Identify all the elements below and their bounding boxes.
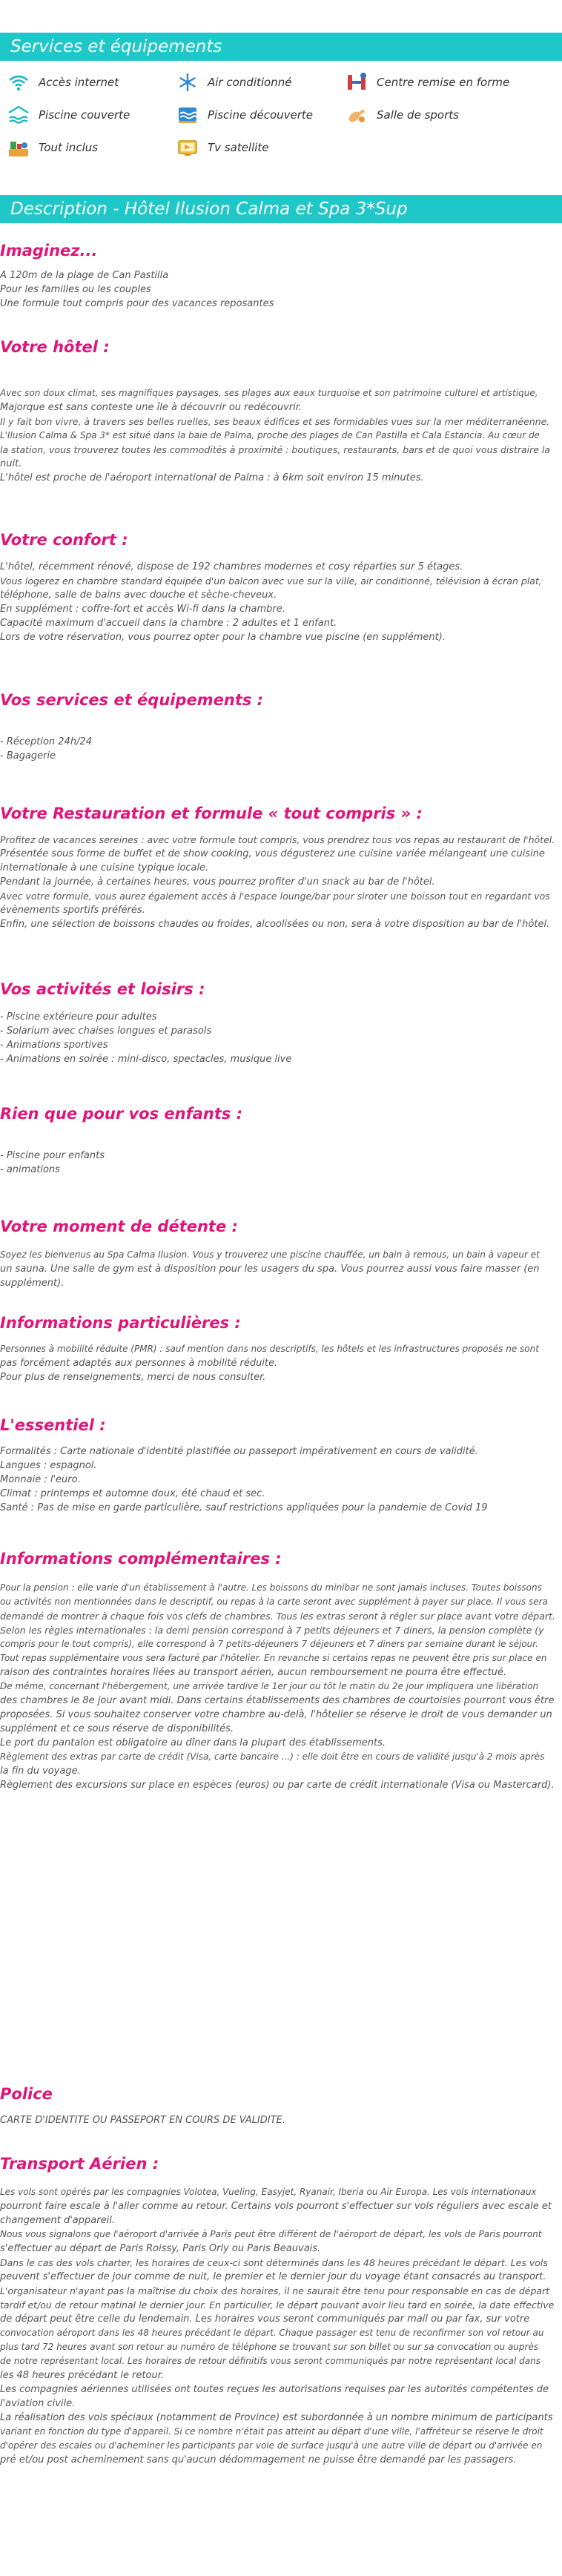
description-banner [0, 195, 562, 223]
section-body-activites [0, 1010, 556, 1066]
facility-all-inclusive [6, 135, 98, 160]
facility-label: Piscine couverte [39, 108, 130, 122]
text-line: Capacité maximum d'accueil dans la chambre : 2 adultes et 1 enfant. [0, 618, 337, 629]
section-heading-services: Vos services et équipements : [0, 691, 264, 709]
section-heading-hotel: Votre hôtel : [0, 338, 110, 356]
text-line: Selon les règles internationales : la demi pension correspond à 7 petits déjeuners et 7 diners, la pension complète (y [0, 1625, 544, 1636]
section-heading-essentiel: L'essentiel : [0, 1416, 106, 1434]
list-item: - Réception 24h/24 [0, 736, 92, 747]
tv-icon [175, 136, 200, 159]
text-line: Les vols sont opérés par les compagnies Volotea, Vueling, Easyjet, Ryanair, Iberia ou Air Europa. Les vols internationaux [0, 2187, 537, 2197]
text-line: Règlement des extras par carte de crédit (Visa, carte bancaire ...) : elle doit être en cours de validité jusqu'à 2 mois après [0, 1751, 545, 1762]
text-line: convocation aéroport dans les 48 heures précédant le départ. Chaque passager est tenu de reconfirmer son vol retour au [0, 2328, 544, 2338]
section-body-restauration [0, 833, 556, 931]
text-line: nuit. [0, 458, 22, 469]
text-line: la fin du voyage. [0, 1766, 81, 1777]
list-item: - Animations sportives [0, 1040, 108, 1051]
section-body-police [0, 2113, 556, 2127]
facility-label: Air conditionné [208, 76, 292, 89]
text-line: l'aviation civile. [0, 2398, 76, 2409]
facility-label: Centre remise en forme [377, 76, 510, 89]
text-line: supplément). [0, 1278, 65, 1289]
section-heading-detente: Votre moment de détente : [0, 1218, 238, 1235]
gym-icon [344, 104, 369, 126]
list-item: - Piscine extérieure pour adultes [0, 1011, 157, 1023]
facility-label: Tv satellite [208, 141, 269, 154]
section-body-transport-aerien [0, 2185, 556, 2467]
text-line: Monnaie : l'euro. [0, 1474, 81, 1485]
text-line: Une formule tout compris pour des vacances reposantes [0, 298, 274, 309]
section-body-hotel [0, 386, 556, 485]
indoor-pool-icon [6, 104, 31, 126]
text-line: L'organisateur n'ayant pas la maîtrise du choix des horaires, il ne saurait être tenu pour responsable en cas de départ [0, 2285, 550, 2296]
text-line: téléphone, salle de bains avec douche et sèche-cheveux. [0, 589, 277, 601]
facility-label: Accès internet [39, 76, 119, 89]
section-heading-activites: Vos activités et loisirs : [0, 980, 205, 998]
section-body-enfants [0, 1149, 556, 1177]
section-body-detente [0, 1248, 556, 1290]
facility-internet [6, 70, 119, 95]
facility-fitness-center [344, 70, 509, 95]
text-line: Tout repas supplémentaire vous sera facturé par l'hôtelier. En revanche si certains repas ne peuvent être pris sur place en [0, 1653, 547, 1663]
text-line: variant en fonction du type d'appareil. Si ce nombre n'était pas atteint au départ d'une ville, l'affréteur se réserve le droit [0, 2426, 543, 2437]
text-line: les 48 heures précédant le retour. [0, 2370, 164, 2381]
text-line: L'Ilusion Calma & Spa 3* est situé dans la baie de Palma, proche des plages de Can Pastilla et Cala Estancia. Au cœur de [0, 430, 540, 440]
text-line: L'hôtel, récemment rénové, dispose de 192 chambres modernes et cosy réparties sur 5 étages. [0, 561, 463, 572]
text-line: L'hôtel est proche de l'aéroport international de Palma : à 6km soit environ 15 minutes. [0, 472, 424, 483]
text-line: de départ peut être celle du lendemain. Les horaires vous seront communiqués par mail ou par fax, sur votre [0, 2314, 530, 2325]
text-line: la station, vous trouverez toutes les commodités à proximité : boutiques, restaurants, bars et de quoi vous distraire la [0, 444, 551, 455]
text-line: Pour plus de renseignements, merci de nous consulter. [0, 1372, 266, 1383]
fitness-icon [344, 71, 369, 93]
section-heading-informations-particulieres: Informations particulières : [0, 1314, 241, 1332]
section-heading-enfants: Rien que pour vos enfants : [0, 1105, 243, 1123]
text-line: Avec son doux climat, ses magnifiques paysages, ses plages aux eaux turquoise et son patrimoine culturel et artistique, [0, 388, 538, 398]
text-line: Soyez les bienvenus au Spa Calma Ilusion. Vous y trouverez une piscine chauffée, un bain à remous, un bain à vapeur et [0, 1249, 540, 1260]
text-line: Climat : printemps et automne doux, été chaud et sec. [0, 1488, 265, 1499]
text-line: Nous vous signalons que l'aéroport d'arrivée à Paris peut être différent de l'aéroport de départ, les vols de Paris pourront [0, 2229, 542, 2239]
text-line: plus tard 72 heures avant son retour au numéro de téléphone se trouvant sur son billet ou sur sa convocation ou auprès [0, 2342, 539, 2352]
text-line: d'opérer des escales ou d'acheminer les participants par voie de surface jusqu'à une autre ville de départ ou d'arrivée en [0, 2440, 543, 2451]
facility-label: Salle de sports [377, 108, 459, 122]
section-heading-transport-aerien: Transport Aérien : [0, 2155, 159, 2173]
section-heading-confort: Votre confort : [0, 531, 128, 549]
text-line: Les compagnies aériennes utilisées ont toutes reçues les autorisations requises par les autorités compétentes de [0, 2384, 549, 2395]
text-line: Pour la pension : elle varie d'un établissement à l'autre. Les boissons du minibar ne sont jamais incluses. Toutes boissons [0, 1582, 542, 1593]
section-heading-police: Police [0, 2085, 53, 2103]
text-line: Enfin, une sélection de boissons chaudes ou froides, alcoolisées ou non, sera à votre disposition au bar de l'hôtel. [0, 919, 550, 930]
text-line: ou activités non mentionnées dans le descriptif, ou repas à la carte seront avec supplément à payer sur place. Il vous sera [0, 1596, 548, 1607]
text-line: s'effectuer au départ de Paris Roissy, Paris Orly ou Paris Beauvais. [0, 2243, 321, 2254]
facility-indoor-pool [6, 102, 130, 128]
text-line: CARTE D'IDENTITE OU PASSEPORT EN COURS DE VALIDITE. [0, 2115, 285, 2126]
section-body-imaginez [0, 268, 556, 311]
text-line: En supplément : coffre-fort et accès Wi-fi dans la chambre. [0, 604, 285, 615]
facility-air-conditioning [175, 70, 291, 95]
text-line: peuvent s'effectuer de jour comme de nuit, le premier et le dernier jour du voyage étant consacrés au transport. [0, 2271, 546, 2282]
list-item: - Animations en soirée : mini-disco, spectacles, musique live [0, 1054, 292, 1065]
text-line: Avec votre formule, vous aurez également accès à l'espace lounge/bar pour siroter une boisson tout en regardant vos [0, 891, 550, 902]
text-line: un sauna. Une salle de gym est à disposition pour les usagers du spa. Vous pourrez aussi vous faire masser (en [0, 1264, 540, 1275]
text-line: Il y fait bon vivre, à travers ses belles ruelles, ses beaux édifices et ses formidables vues sur la mer méditerranéenne. [0, 416, 550, 427]
facility-satellite-tv [175, 135, 269, 160]
text-line: raison des contraintes horaires liées au transport aérien, aucun remboursement ne pourra être effectué. [0, 1667, 507, 1678]
all-inclusive-icon [6, 136, 31, 159]
facility-gym [344, 102, 459, 128]
text-line: Le port du pantalon est obligatoire au dîner dans la plupart des établissements. [0, 1737, 386, 1748]
text-line: La réalisation des vols spéciaux (notamment de Province) est subordonnée à un nombre minimum de participants [0, 2412, 553, 2423]
text-line: Profitez de vacances sereines : avec votre formule tout compris, vous prendrez tous vos repas au restaurant de l'hôtel. [0, 834, 555, 845]
list-item: - animations [0, 1164, 60, 1175]
section-body-informations-particulieres [0, 1342, 556, 1384]
section-body-informations-complementaires [0, 1581, 556, 1792]
section-heading-imaginez: Imaginez... [0, 242, 98, 260]
facility-label: Tout inclus [39, 141, 99, 154]
snowflake-icon [175, 71, 200, 93]
text-line: Langues : espagnol. [0, 1460, 97, 1471]
text-line: compris pour le tout compris), elle correspond à 7 petits-déjeuners 7 déjeuners et 7 diners par semaine durant le séjour. [0, 1639, 538, 1649]
text-line: Lors de votre réservation, vous pourrez opter pour la chambre vue piscine (en supplément). [0, 632, 446, 643]
list-item: - Solarium avec chaises longues et parasols [0, 1026, 212, 1037]
text-line: évènements sportifs préférés. [0, 905, 145, 916]
text-line: internationale à une cuisine typique locale. [0, 862, 209, 873]
text-line: Majorque est sans conteste une île à découvrir ou redécouvrir. [0, 402, 303, 413]
text-line: De même, concernant l'hébergement, une arrivée tardive le 1er jour ou tôt le matin du 2e jour impliquera une libération [0, 1681, 539, 1691]
text-line: de notre représentant local. Les horaires de retour définitifs vous seront communiqués par notre représentant local dans [0, 2356, 540, 2366]
text-line: supplément et ce sous réserve de disponibilités. [0, 1723, 234, 1734]
text-line: pas forcément adaptés aux personnes à mobilité réduite. [0, 1358, 278, 1369]
text-line: pourront faire escale à l'aller comme au retour. Certains vols pourront s'effectuer sur vols réguliers avec escale et [0, 2201, 552, 2212]
text-line: tardif et/ou de retour matinal le dernier jour. En particulier, le départ pouvant avoir lieu tard en soirée, la date effective [0, 2299, 555, 2311]
services-banner [0, 33, 562, 61]
services-banner-title: Services et équipements [10, 37, 222, 56]
description-banner-title: Description - Hôtel Ilusion Calma et Spa 3*Sup [10, 199, 408, 219]
outdoor-pool-icon [175, 104, 200, 126]
text-line: Personnes à mobilité réduite (PMR) : sauf mention dans nos descriptifs, les hôtels et les infrastructures proposés ne sont [0, 1344, 539, 1354]
text-line: demandé de montrer à chaque fois vos clefs de chambres. Tous les extras seront à régler sur place avant votre départ. [0, 1611, 555, 1622]
section-body-essentiel [0, 1444, 556, 1515]
text-line: Santé : Pas de mise en garde particulière, sauf restrictions appliquées pour la pandemie de Covid 19 [0, 1502, 488, 1513]
text-line: Dans le cas des vols charter, les horaires de ceux-ci sont déterminés dans les 48 heures précédant le départ. Les vols [0, 2257, 548, 2268]
section-heading-informations-complementaires: Informations complémentaires : [0, 1550, 282, 1568]
text-line: Pendant la journée, à certaines heures, vous pourrez profiter d'un snack au bar de l'hôtel. [0, 876, 435, 888]
facility-label: Piscine découverte [208, 108, 314, 122]
text-line: Présentée sous forme de buffet et de show cooking, vous dégusterez une cuisine variée mélangeant une cuisine [0, 848, 545, 859]
text-line: pré et/ou post acheminement sans qu'aucun dédommagement ne puisse être demandé par les passagers. [0, 2454, 517, 2466]
facility-outdoor-pool [175, 102, 313, 128]
wifi-icon [6, 71, 31, 93]
section-heading-restauration: Votre Restauration et formule « tout compris » : [0, 805, 423, 822]
text-line: A 120m de la plage de Can Pastilla [0, 270, 169, 281]
text-line: Formalités : Carte nationale d'identité plastifiée ou passeport impérativement en cours de validité. [0, 1446, 478, 1457]
text-line: proposées. Si vous souhaitez conserver votre chambre au-delà, l'hôtelier se réserve le droit de vous demander un [0, 1709, 552, 1720]
text-line: des chambres le 8e jour avant midi. Dans certains établissements des chambres de courtoisies pourront vous être [0, 1695, 555, 1706]
section-body-services [0, 735, 556, 763]
list-item: - Bagagerie [0, 750, 56, 762]
text-line: Pour les familles ou les couples [0, 284, 151, 295]
text-line: Règlement des excursions sur place en espèces (euros) ou par carte de crédit internationale (Visa ou Mastercard). [0, 1780, 555, 1791]
list-item: - Piscine pour enfants [0, 1150, 105, 1161]
section-body-confort [0, 560, 556, 644]
text-line: Vous logerez en chambre standard équipée d'un balcon avec vue sur la ville, air conditionné, télévision à écran plat, [0, 575, 542, 587]
text-line: changement d'appareil. [0, 2215, 115, 2226]
